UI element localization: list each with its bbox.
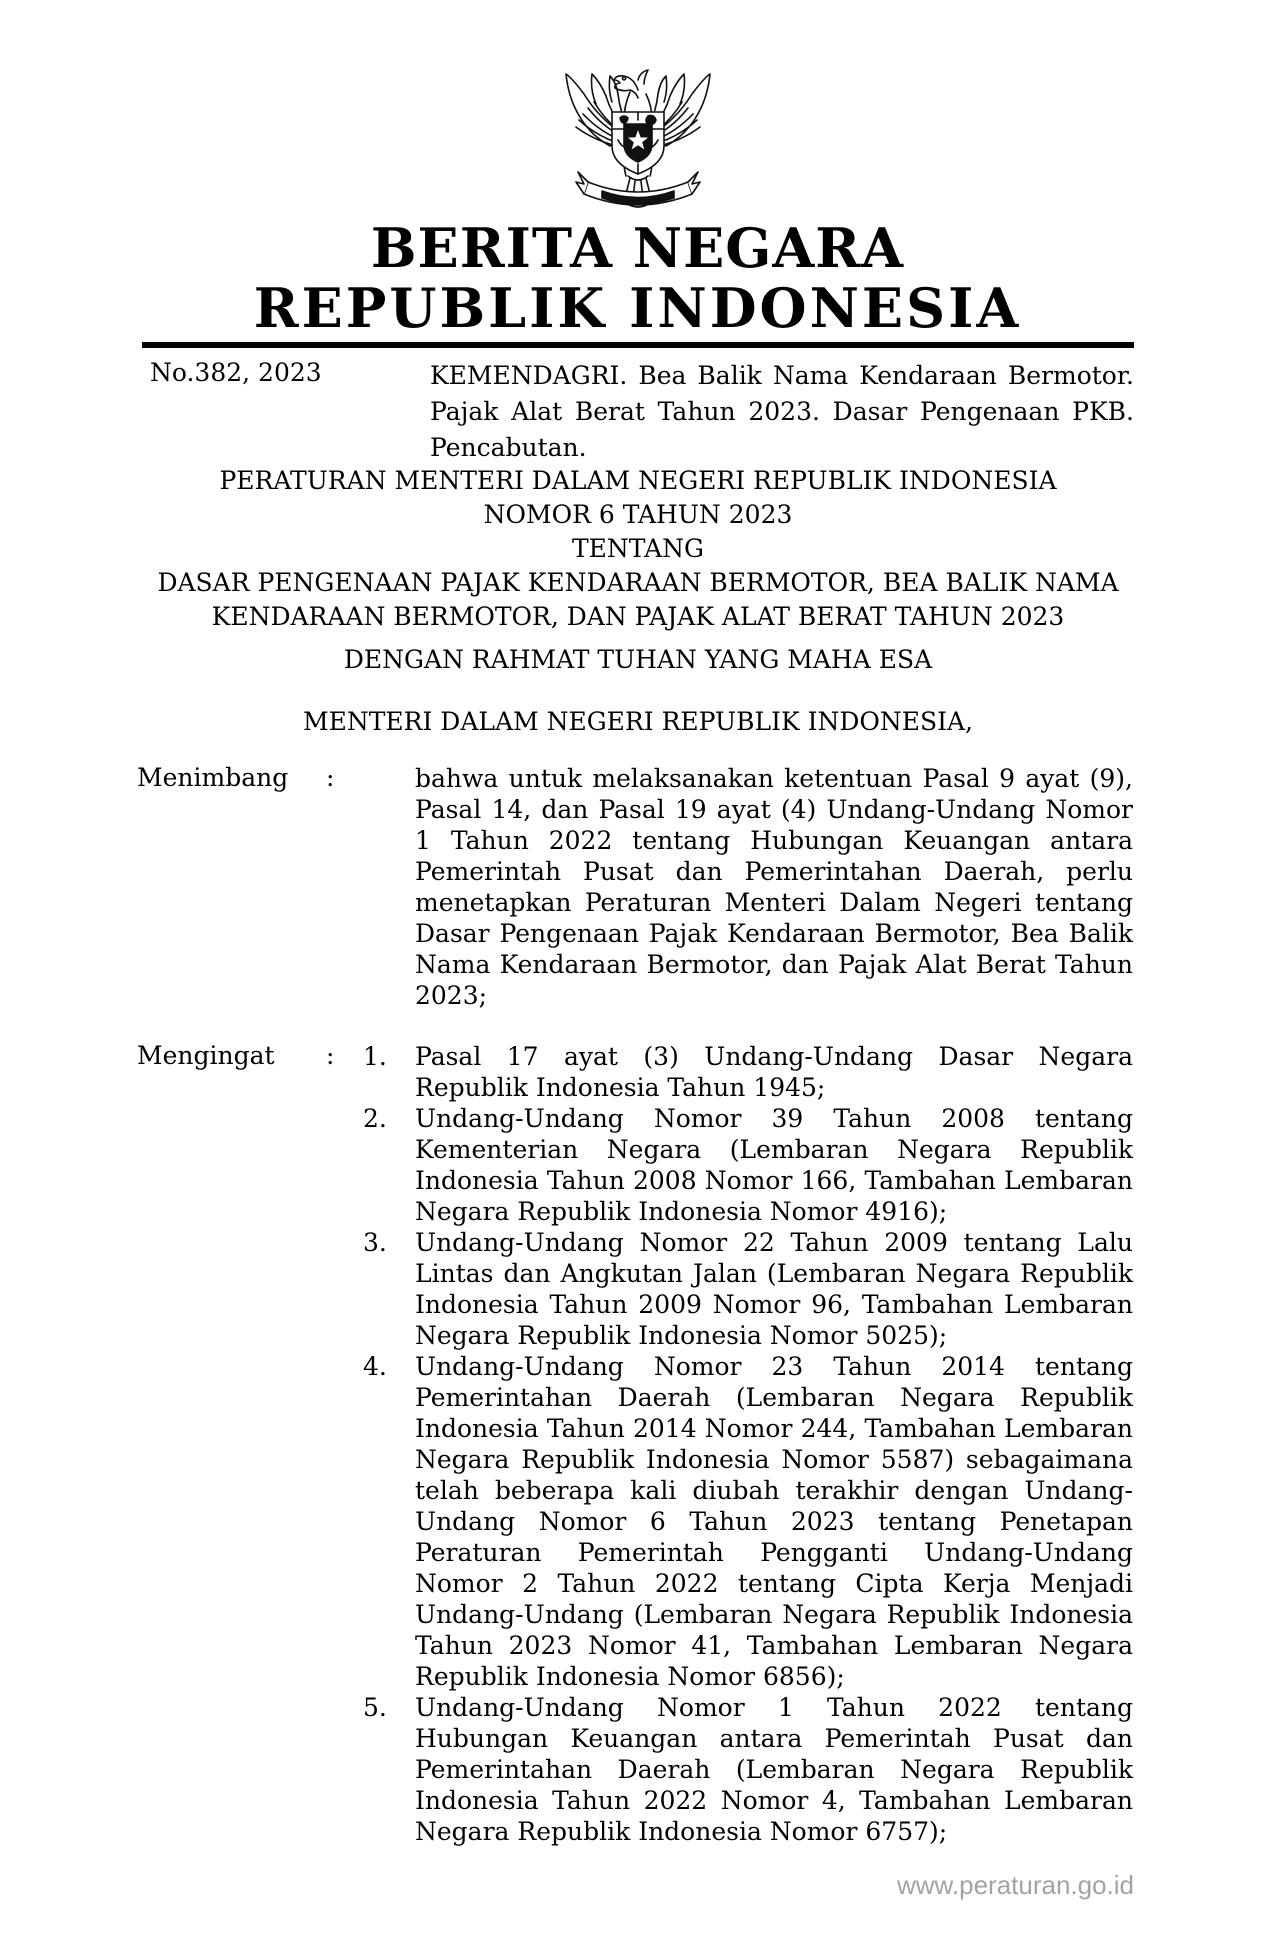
considerations-clause: [137, 763, 1133, 1011]
considerations-colon: :: [326, 763, 335, 792]
legal-basis-label: Mengingat: [137, 1041, 275, 1070]
masthead-emblem: [0, 50, 1275, 218]
regulation-subject-line: KENDARAAN BERMOTOR, DAN PAJAK ALAT BERAT TAHUN 2023: [211, 602, 1065, 631]
garuda-banner-ribbon: [576, 172, 700, 205]
regulation-title-line: PERATURAN MENTERI DALAM NEGERI REPUBLIK INDONESIA: [219, 466, 1057, 495]
invocation-line: DENGAN RAHMAT TUHAN YANG MAHA ESA: [343, 645, 933, 674]
gazette-abstract: KEMENDAGRI. Bea Balik Nama Kendaraan Bermotor. Pajak Alat Berat Tahun 2023. Dasar Pengenaan PKB. Pencabutan.: [430, 361, 1134, 462]
legal-item-number: 4.: [363, 1352, 387, 1381]
legal-item-text: Undang-Undang Nomor 23 Tahun 2014 tentang Pemerintahan Daerah (Lembaran Negara Republik Indonesia Tahun 2014 Nomor 244, Tambahan Lembaran Negara Republik Indonesia Nomor 5587) sebagaimana telah beberapa kali diubah terakhir dengan Undang-Undang Nomor 6 Tahun 2023 tentang Penetapan Peraturan Pemerintah Pengganti Undang-Undang Nomor 2 Tahun 2022 tentang Cipta Kerja Menjadi Undang-Undang (Lembaran Negara Republik Indonesia Tahun 2023 Nomor 41, Tambahan Lembaran Negara Republik Indonesia Nomor 6856);: [415, 1352, 1133, 1691]
garuda-head: [614, 70, 648, 98]
considerations-text: bahwa untuk melaksanakan ketentuan Pasal 9 ayat (9), Pasal 14, dan Pasal 19 ayat (4) Undang-Undang Nomor 1 Tahun 2022 tentang Hubungan Keuangan antara Pemerintah Pusat dan Pemerintahan Daerah, perlu menetapkan Peraturan Menteri Dalam Negeri tentang Dasar Pengenaan Pajak Kendaraan Bermotor, Bea Balik Nama Kendaraan Bermotor, dan Pajak Alat Berat Tahun 2023;: [415, 764, 1133, 1010]
legal-item-number: 2.: [363, 1104, 387, 1133]
legal-basis-item: [363, 1041, 1133, 1103]
legal-basis-colon: :: [326, 1041, 335, 1070]
legal-basis-item: [363, 1351, 1133, 1692]
legal-item-number: 3.: [363, 1228, 387, 1257]
legal-item-number: 5.: [363, 1693, 387, 1722]
garuda-pancasila-emblem-icon: [558, 50, 718, 218]
considerations-label: Menimbang: [137, 763, 289, 792]
legal-item-text: Undang-Undang Nomor 22 Tahun 2009 tentang Lalu Lintas dan Angkutan Jalan (Lembaran Negara Republik Indonesia Tahun 2009 Nomor 96, Tambahan Lembaran Negara Republik Indonesia Nomor 5025);: [415, 1228, 1133, 1350]
regulation-tentang-line: TENTANG: [571, 534, 704, 563]
legal-basis-item: [363, 1692, 1133, 1847]
legal-basis-item: [363, 1103, 1133, 1227]
regulation-title-block: [142, 464, 1134, 634]
source-watermark-url: www.peraturan.go.id: [897, 1870, 1135, 1900]
issuing-authority-line: MENTERI DALAM NEGERI REPUBLIK INDONESIA,: [303, 707, 973, 736]
legal-item-text: Undang-Undang Nomor 1 Tahun 2022 tentang Hubungan Keuangan antara Pemerintah Pusat dan Pemerintahan Daerah (Lembaran Negara Republik Indonesia Tahun 2022 Nomor 4, Tambahan Lembaran Negara Republik Indonesia Nomor 6757);: [415, 1693, 1133, 1846]
masthead-title-line2: REPUBLIK INDONESIA: [253, 276, 1022, 340]
gazette-note-row: [150, 358, 1135, 466]
legal-item-text: Pasal 17 ayat (3) Undang-Undang Dasar Negara Republik Indonesia Tahun 1945;: [415, 1042, 1133, 1102]
regulation-number-line: NOMOR 6 TAHUN 2023: [483, 500, 793, 529]
gazette-number: No.382, 2023: [150, 358, 322, 387]
legal-basis-item: [363, 1227, 1133, 1351]
legal-item-text: Undang-Undang Nomor 39 Tahun 2008 tentang Kementerian Negara (Lembaran Negara Republik Indonesia Tahun 2008 Nomor 166, Tambahan Lembaran Negara Republik Indonesia Nomor 4916);: [415, 1104, 1133, 1226]
regulation-subject-line: DASAR PENGENAAN PAJAK KENDARAAN BERMOTOR, BEA BALIK NAMA: [157, 568, 1119, 597]
masthead-title-line1: BERITA NEGARA: [370, 216, 905, 280]
legal-item-number: 1.: [363, 1042, 387, 1071]
legal-basis-list: [363, 1041, 1133, 1847]
legal-basis-clause: [137, 1041, 1133, 1847]
masthead-divider-rule: [142, 342, 1134, 348]
pancasila-shield: [612, 112, 664, 174]
